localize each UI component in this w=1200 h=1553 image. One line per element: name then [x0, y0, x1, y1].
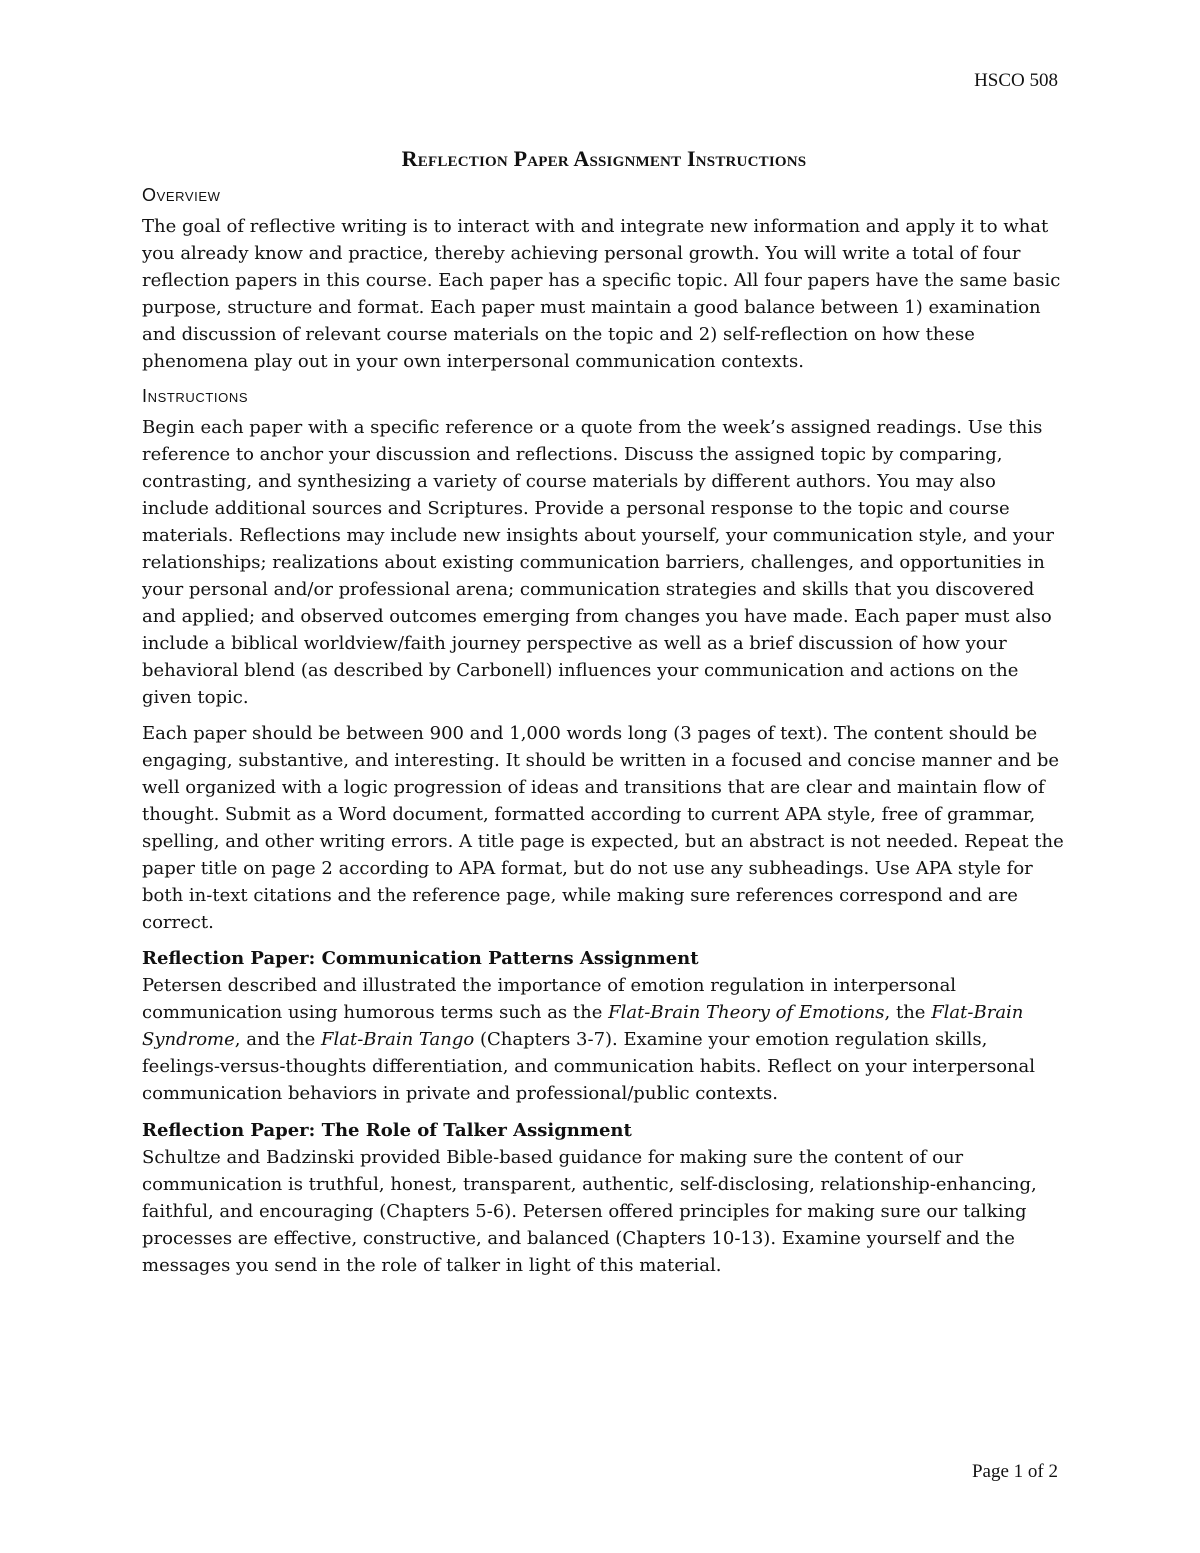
talker-assignment-body: Schultze and Badzinski provided Bible-based guidance for making sure the content of our communication is truthful, honest, transparent, authentic, self-disclosing, relationship-enhancing, faithful, and encouraging (Chapters 5-6). Petersen offered principles for making sure our talking processes are effective, constructive, and balanced (Chapters 10-13). Examine yourself and the messages you send in the role of talker in light of this material. — [142, 1147, 1037, 1276]
patterns-text-4: (Chapters 3-7). Examine your emotion regulation skills, feelings-versus-thoughts differentiation, and communication habits. Reflect on your interpersonal communication behaviors in private and professional/public contexts. — [142, 1029, 1035, 1104]
instructions-heading: Instructions — [142, 386, 249, 406]
overview-heading: Overview — [142, 185, 221, 205]
document-body — [142, 145, 1066, 1289]
patterns-text-2: , the — [884, 1002, 932, 1023]
instructions-paragraph-2: Each paper should be between 900 and 1,000 words long (3 pages of text). The content should be engaging, substantive, and interesting. It should be written in a focused and concise manner and be well organized with a logic progression of ideas and transitions that are clear and maintain flow of thought. Submit as a Word document, formatted according to current APA style, free of grammar, spelling, and other writing errors. A title page is expected, but an abstract is not needed. Repeat the paper title on page 2 according to APA format, but do not use any subheadings. Use APA style for both in-text citations and the reference page, while making sure references correspond and are correct. — [142, 723, 1064, 933]
patterns-assignment-title: Reflection Paper: Communication Patterns Assignment — [142, 948, 699, 969]
patterns-text-3: , and the — [234, 1029, 321, 1050]
page-number: Page 1 of 2 — [971, 1461, 1058, 1482]
course-code: HSCO 508 — [974, 70, 1058, 91]
talker-assignment-title: Reflection Paper: The Role of Talker Assignment — [142, 1120, 632, 1141]
patterns-text-1: Petersen described and illustrated the importance of emotion regulation in interpersonal communication using humorous terms such as the — [142, 975, 957, 1023]
term-flat-brain-syndrome: Flat-Brain Syndrome — [142, 1002, 1024, 1050]
term-flat-brain-tango: Flat-Brain Tango — [321, 1029, 475, 1050]
overview-paragraph: The goal of reflective writing is to interact with and integrate new information and apply it to what you already know and practice, thereby achieving personal growth. You will write a total of four reflection papers in this course. Each paper has a specific topic. All four papers have the same basic purpose, structure and format. Each paper must maintain a good balance between 1) examination and discussion of relevant course materials on the topic and 2) self-reflection on how these phenomena play out in your own interpersonal communication contexts. — [142, 216, 1061, 372]
term-flat-brain-theory: Flat-Brain Theory of Emotions — [608, 1002, 885, 1023]
document-title: Reflection Paper Assignment Instructions — [401, 146, 807, 171]
patterns-assignment-body — [142, 972, 1066, 1107]
instructions-paragraph-1: Begin each paper with a specific reference or a quote from the week’s assigned readings. Use this reference to anchor your discussion and reflections. Discuss the assigned topic by comparing, contrasting, and synthesizing a variety of course materials by different authors. You may also include additional sources and Scriptures. Provide a personal response to the topic and course materials. Reflections may include new insights about yourself, your communication style, and your relationships; realizations about existing communication barriers, challenges, and opportunities in your personal and/or professional arena; communication strategies and skills that you discovered and applied; and observed outcomes emerging from changes you have made. Each paper must also include a biblical worldview/faith journey perspective as well as a brief discussion of how your behavioral blend (as described by Carbonell) influences your communication and actions on the given topic. — [142, 417, 1055, 708]
